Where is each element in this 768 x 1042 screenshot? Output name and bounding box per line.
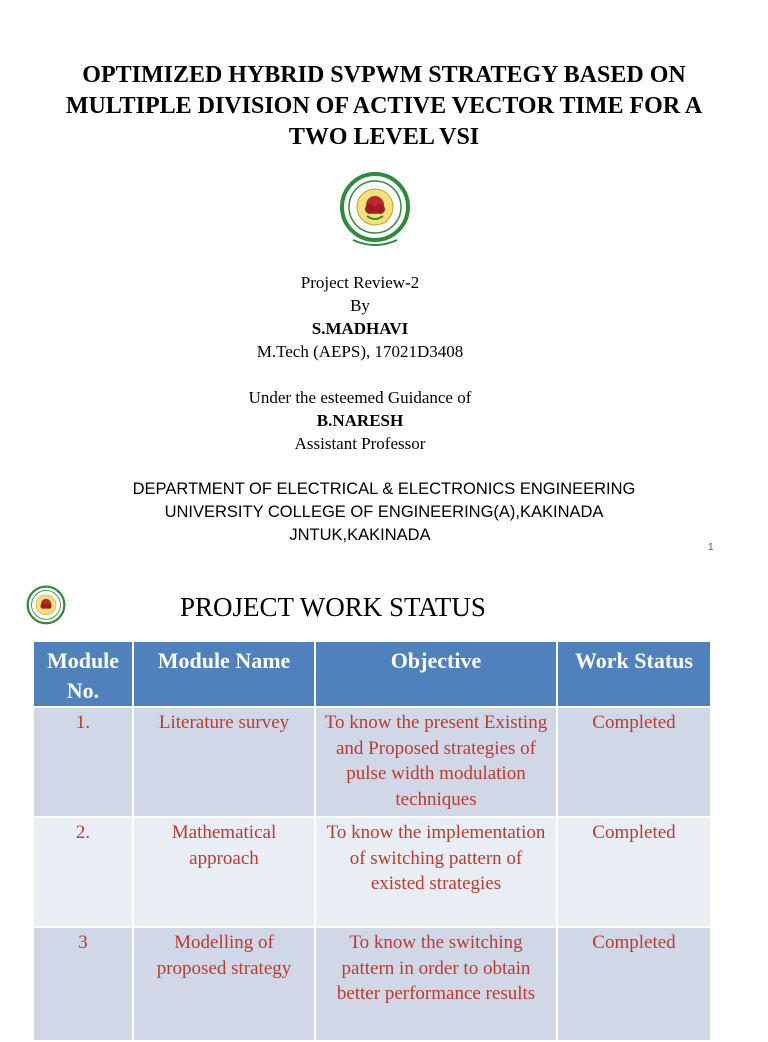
cell-status: Completed bbox=[557, 817, 711, 927]
university-logo bbox=[339, 170, 411, 248]
slide-number: 1 bbox=[708, 542, 714, 553]
student-info: M.Tech (AEPS), 17021D3408 bbox=[256, 342, 464, 361]
cell-module-name: Modelling of proposed strategy bbox=[133, 927, 315, 1041]
department-name: DEPARTMENT OF ELECTRICAL & ELECTRONICS ENGINEERING bbox=[132, 480, 636, 498]
student-name: S.MADHAVI bbox=[311, 319, 409, 338]
header-module-name: Module Name bbox=[133, 641, 315, 707]
slide-divider bbox=[0, 566, 768, 574]
cell-module-no: 1. bbox=[33, 707, 133, 817]
table-row bbox=[33, 707, 711, 817]
header-work-status: Work Status bbox=[557, 641, 711, 707]
title-line-3: TWO LEVEL VSI bbox=[288, 124, 480, 150]
header-module-no: Module No. bbox=[33, 641, 133, 707]
cell-objective: To know the implementation of switching pattern of existed strategies bbox=[315, 817, 557, 927]
college-name: UNIVERSITY COLLEGE OF ENGINEERING(A),KAKINADA bbox=[164, 503, 604, 521]
work-status-table bbox=[32, 640, 712, 1042]
cell-module-name: Mathematical approach bbox=[133, 817, 315, 927]
section-title: PROJECT WORK STATUS bbox=[180, 592, 486, 622]
header-objective: Objective bbox=[315, 641, 557, 707]
review-label: Project Review-2 bbox=[300, 273, 420, 292]
cell-module-no: 2. bbox=[33, 817, 133, 927]
guide-name: B.NARESH bbox=[316, 411, 404, 430]
table-header-row bbox=[33, 641, 711, 707]
table-row bbox=[33, 817, 711, 927]
title-line-1: OPTIMIZED HYBRID SVPWM STRATEGY BASED ON bbox=[82, 62, 686, 88]
cell-objective: To know the switching pattern in order to obtain better performance results bbox=[315, 927, 557, 1041]
guidance-label: Under the esteemed Guidance of bbox=[248, 388, 472, 407]
cell-module-name: Literature survey bbox=[133, 707, 315, 817]
cell-status: Completed bbox=[557, 927, 711, 1041]
by-label: By bbox=[350, 296, 370, 315]
university-logo-small bbox=[26, 584, 66, 628]
guide-title: Assistant Professor bbox=[294, 434, 426, 453]
title-line-2: MULTIPLE DIVISION OF ACTIVE VECTOR TIME FOR A bbox=[65, 93, 703, 119]
slide-title bbox=[20, 60, 748, 153]
cell-status: Completed bbox=[557, 707, 711, 817]
cell-module-no: 3 bbox=[33, 927, 133, 1041]
cell-objective: To know the present Existing and Proposed strategies of pulse width modulation techniques bbox=[315, 707, 557, 817]
university-name: JNTUK,KAKINADA bbox=[289, 526, 431, 544]
